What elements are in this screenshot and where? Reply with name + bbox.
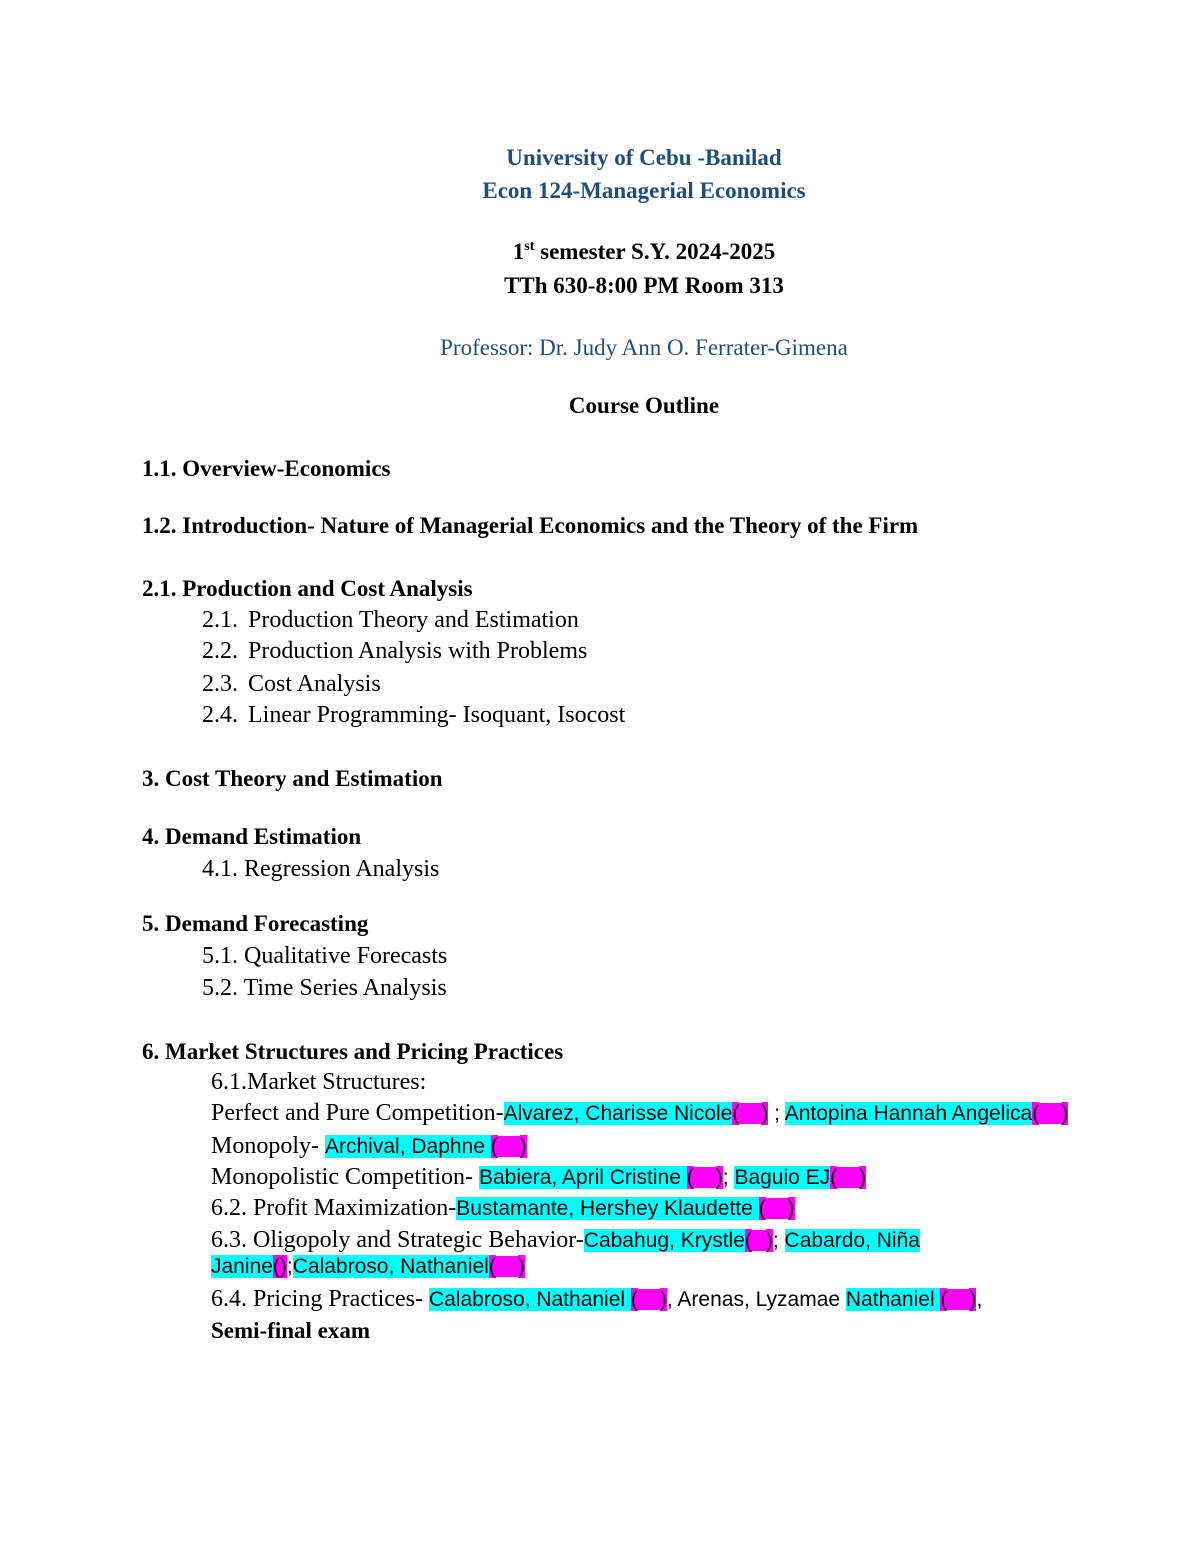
student-name: Bustamante, Hershey Klaudette (456, 1197, 759, 1220)
slot-open: ( (758, 1197, 766, 1220)
list-item-number: 2.2. (202, 638, 238, 664)
section-6-1: 6.1.Market Structures: (211, 1069, 427, 1095)
separator: ; (286, 1255, 293, 1278)
student-name: Calabroso, Nathaniel (428, 1288, 631, 1311)
slot-close: ) (659, 1288, 667, 1311)
slot-open: ( (272, 1255, 280, 1278)
slot-open: ( (490, 1135, 498, 1158)
slot-close: ) (1061, 1102, 1069, 1125)
slot-close: ) (765, 1229, 773, 1252)
section-1-2: 1.2. Introduction- Nature of Managerial Economics and the Theory of the Firm (142, 513, 919, 538)
university-name: University of Cebu -Banilad (506, 145, 782, 170)
section-5-1: 5.1. Qualitative Forecasts (202, 943, 448, 969)
list-item-text: Cost Analysis (248, 671, 381, 697)
professor: Professor: Dr. Judy Ann O. Ferrater-Gimena (440, 335, 848, 360)
separator: ; (768, 1102, 785, 1125)
separator: , Arenas, Lyzamae (666, 1288, 846, 1311)
topic-label: 6.4. Pricing Practices- (211, 1286, 429, 1312)
list-item-text: Linear Programming- Isoquant, Isocost (248, 702, 626, 728)
perfect-competition-line (211, 1101, 1068, 1125)
topic-label: Monopolistic Competition- (211, 1164, 479, 1190)
student-name: Antopina Hannah Angelica (784, 1102, 1033, 1125)
course-title: Econ 124-Managerial Economics (482, 178, 806, 203)
semester-line (0, 240, 1200, 263)
slot-close: ) (279, 1255, 287, 1278)
monopoly-line (211, 1134, 527, 1158)
monopolistic-competition-line (211, 1165, 866, 1189)
slot-close: ) (969, 1288, 977, 1311)
semester-number: 1 (512, 239, 525, 264)
student-name: Baguio EJ (734, 1166, 831, 1189)
oligopoly-line-continued (211, 1256, 525, 1277)
list-item (202, 672, 381, 696)
slot-open: ( (830, 1166, 838, 1189)
semester-ordinal: st (524, 239, 535, 254)
student-name: Cabardo, Niña (784, 1229, 920, 1252)
profit-maximization-line (211, 1196, 795, 1220)
slot-close: ) (787, 1197, 795, 1220)
slot-close: ) (761, 1102, 769, 1125)
topic-label: Monopoly- (211, 1133, 325, 1159)
section-6: 6. Market Structures and Pricing Practices (142, 1039, 564, 1064)
topic-label: 6.3. Oligopoly and Strategic Behavior- (211, 1227, 584, 1253)
list-item (202, 703, 625, 727)
outline-title: Course Outline (568, 393, 720, 418)
student-name: Babiera, April Cristine (479, 1166, 687, 1189)
pricing-practices-line (211, 1287, 982, 1311)
slot-open: ( (744, 1229, 752, 1252)
semester-text: semester S.Y. 2024-2025 (534, 239, 776, 264)
list-item-text: Production Theory and Estimation (248, 607, 579, 633)
list-item-number: 2.3. (202, 671, 238, 697)
slot-close: ) (517, 1255, 525, 1278)
section-4: 4. Demand Estimation (142, 824, 362, 849)
slot-open: ( (732, 1102, 740, 1125)
student-name: Archival, Daphne (325, 1135, 491, 1158)
slot-open: ( (686, 1166, 694, 1189)
list-item-number: 2.1. (202, 607, 238, 633)
topic-label: 6.2. Profit Maximization- (211, 1195, 457, 1221)
semi-final-exam: Semi-final exam (211, 1318, 371, 1343)
oligopoly-line (211, 1228, 920, 1252)
slot-close: ) (859, 1166, 867, 1189)
topic-label: Perfect and Pure Competition- (211, 1100, 504, 1126)
list-item-text: Production Analysis with Problems (248, 638, 588, 664)
section-1-1: 1.1. Overview-Economics (142, 456, 391, 481)
student-name: Calabroso, Nathaniel (292, 1255, 489, 1278)
schedule: TTh 630-8:00 PM Room 313 (504, 273, 784, 298)
student-name: Nathaniel (845, 1288, 941, 1311)
slot-close: ) (519, 1135, 527, 1158)
section-3: 3. Cost Theory and Estimation (142, 766, 443, 791)
student-name: Alvarez, Charisse Nicole (503, 1102, 733, 1125)
section-4-1: 4.1. Regression Analysis (202, 856, 440, 882)
student-name: Cabahug, Krystle (583, 1229, 745, 1252)
slot-open: ( (630, 1288, 638, 1311)
section-5: 5. Demand Forecasting (142, 911, 369, 936)
separator: ; (772, 1229, 785, 1252)
section-5-2: 5.2. Time Series Analysis (202, 975, 447, 1001)
separator: ; (722, 1166, 735, 1189)
slot-open: ( (940, 1288, 948, 1311)
slot-open: ( (1032, 1102, 1040, 1125)
slot-open: ( (488, 1255, 496, 1278)
section-2-1: 2.1. Production and Cost Analysis (142, 576, 473, 601)
list-item (202, 639, 587, 663)
separator: , (976, 1288, 983, 1311)
student-name: Janine (211, 1255, 273, 1278)
list-item-number: 2.4. (202, 702, 238, 728)
list-item (202, 608, 579, 632)
slot-close: ) (715, 1166, 723, 1189)
